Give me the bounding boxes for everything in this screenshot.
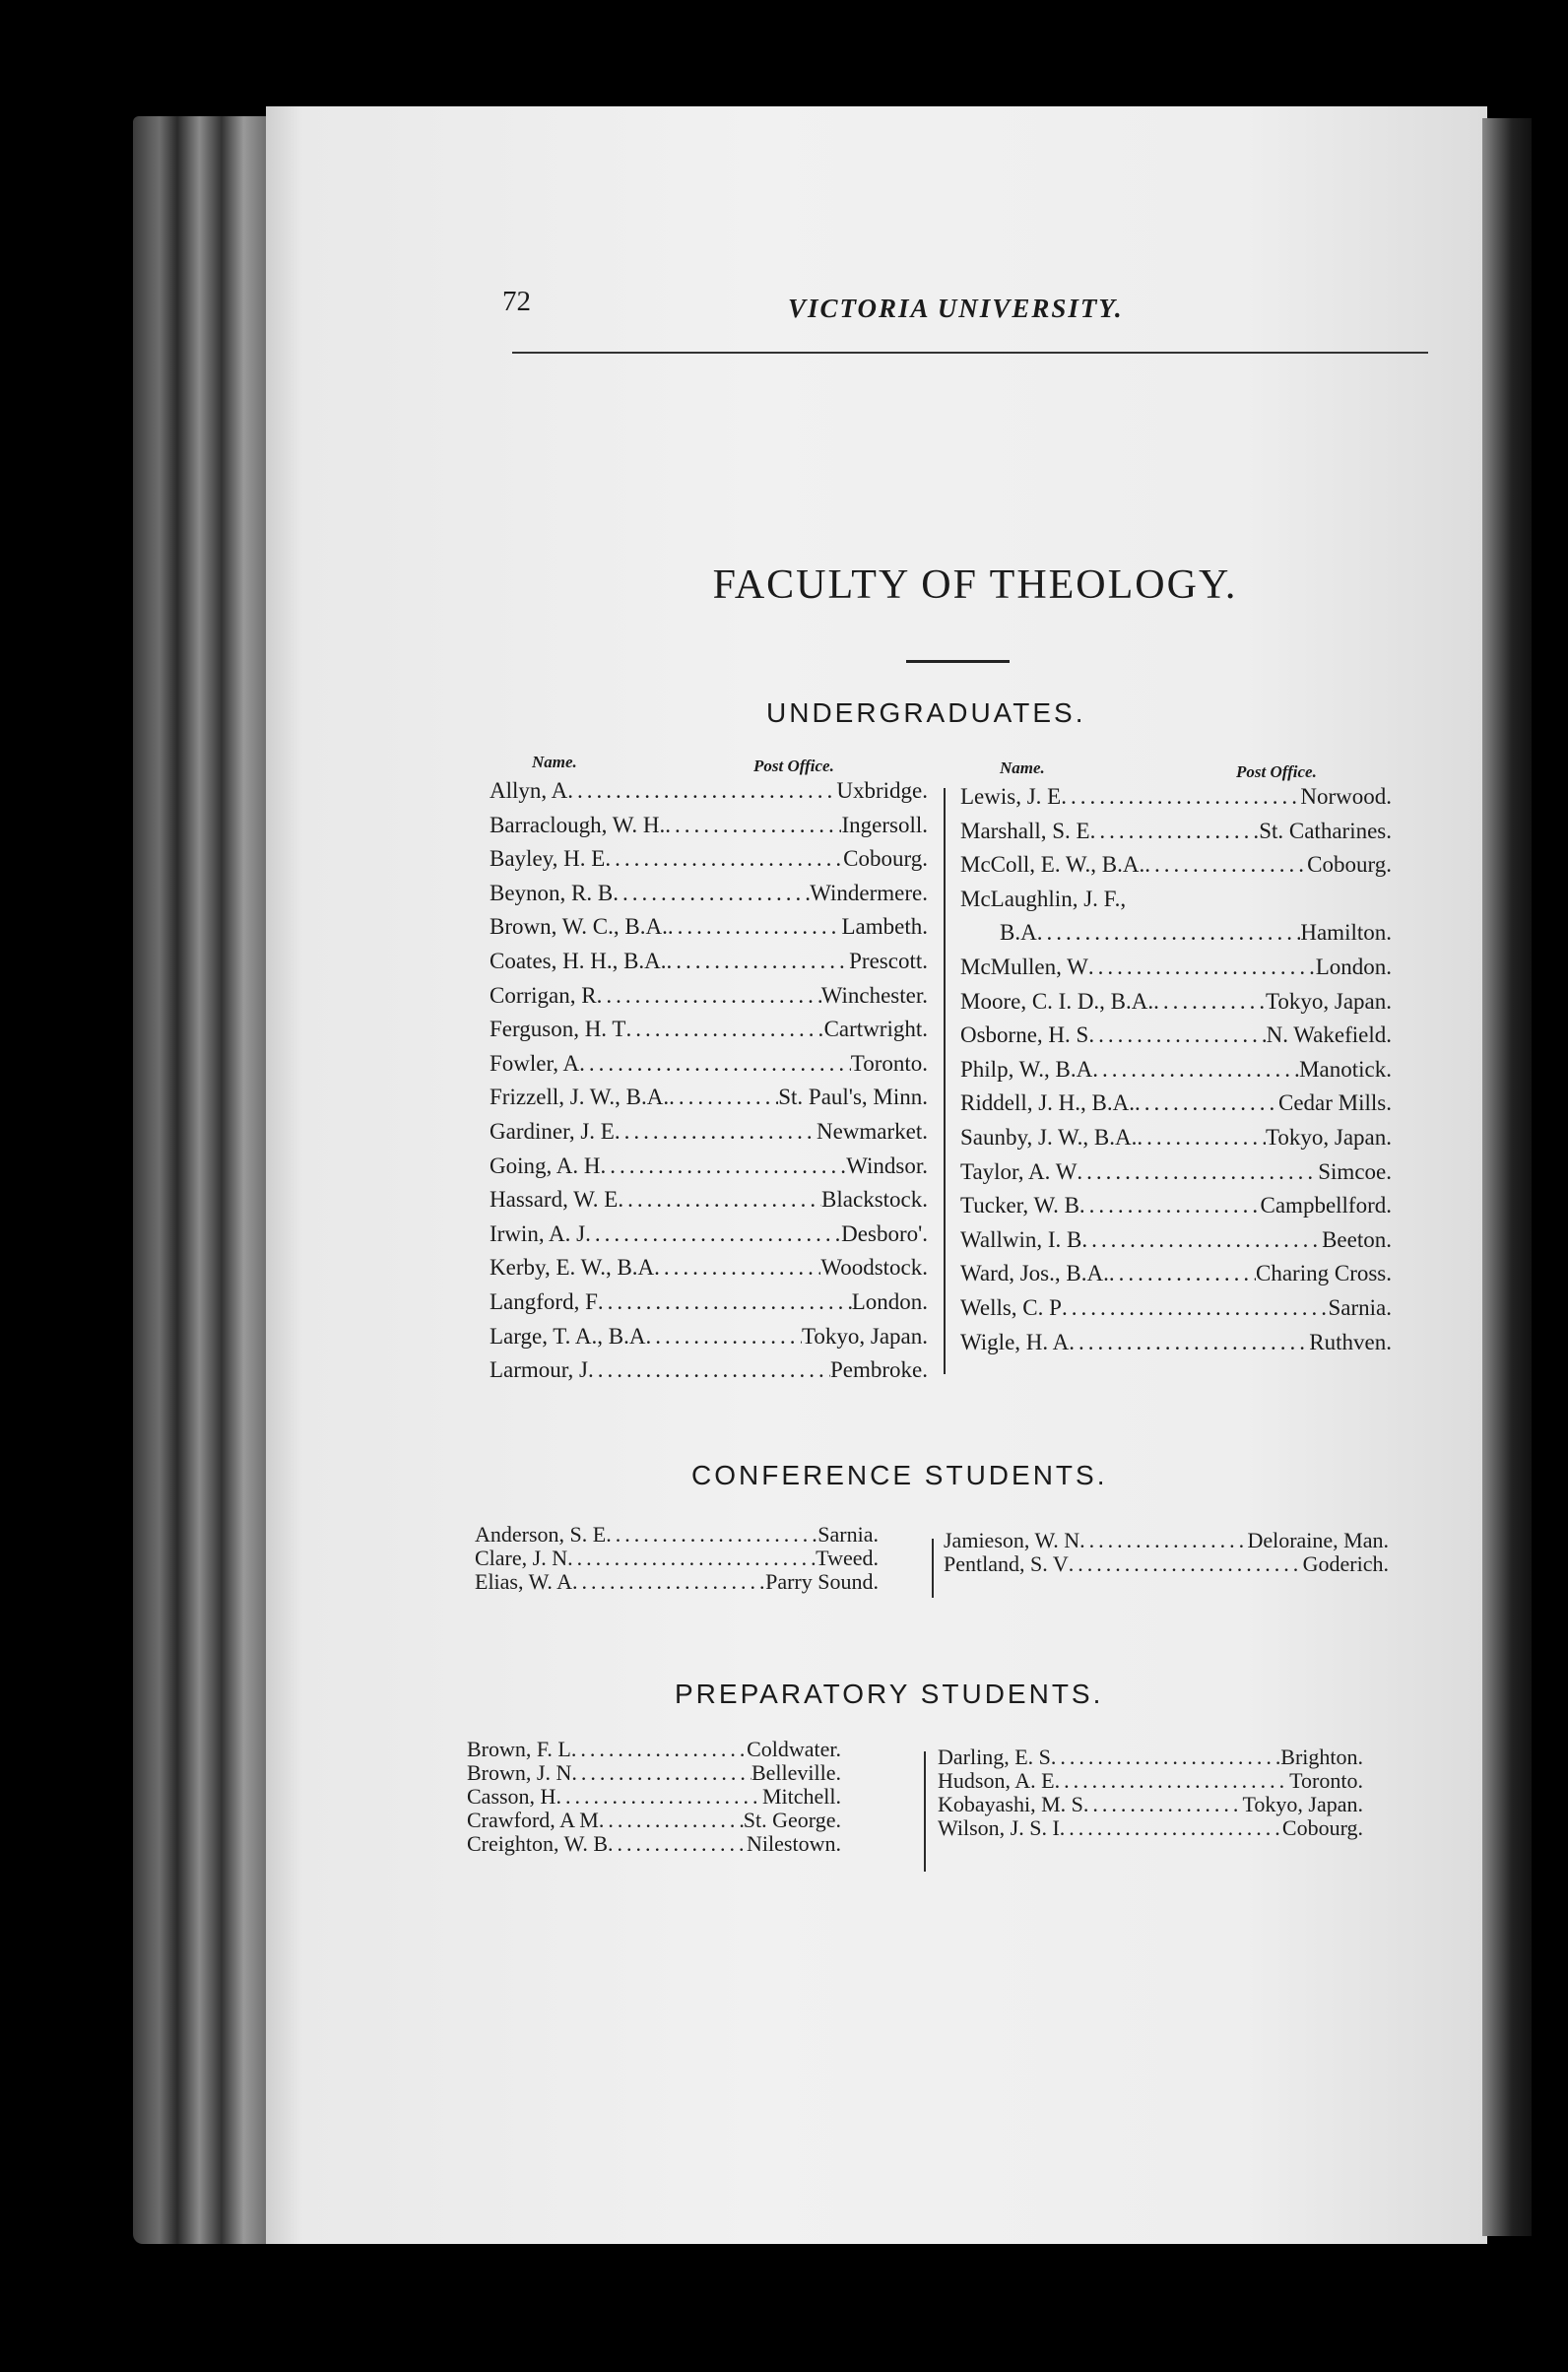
title-rule: [906, 660, 1010, 663]
leader-dots: [667, 945, 850, 979]
leader-dots: [1060, 1816, 1282, 1840]
post-office: Desboro'.: [841, 1220, 928, 1246]
leader-dots: [1061, 780, 1300, 815]
leader-dots: [567, 774, 836, 809]
page-header: [502, 286, 1428, 355]
post-office: London.: [1315, 954, 1392, 979]
post-office: Brighton.: [1280, 1745, 1363, 1769]
conference-left-list: [475, 1523, 879, 1594]
student-name: Darling, E. S: [938, 1745, 1051, 1769]
list-item: [467, 1761, 841, 1785]
post-office: N. Wakefield.: [1266, 1022, 1392, 1048]
conference-heading: CONFERENCE STUDENTS.: [691, 1460, 1108, 1490]
student-name: Kobayashi, M. S: [938, 1792, 1083, 1816]
leader-dots: [625, 1013, 823, 1047]
conference-divider: [932, 1539, 934, 1598]
post-office: Ruthven.: [1309, 1329, 1392, 1354]
student-name: Brown, J. N: [467, 1760, 572, 1785]
leader-dots: [1088, 951, 1316, 985]
leader-dots: [618, 1183, 821, 1218]
leader-dots: [1126, 883, 1392, 917]
post-office: Newmarket.: [816, 1118, 928, 1144]
list-item: [490, 945, 928, 979]
undergraduates-right-list: [960, 780, 1392, 1359]
student-name: Beynon, R. B: [490, 880, 614, 905]
post-office: Beeton.: [1322, 1226, 1392, 1252]
leader-dots: [1083, 1793, 1243, 1816]
list-item: [960, 1019, 1392, 1053]
leader-dots: [1081, 1223, 1322, 1258]
post-office: St. George.: [743, 1808, 841, 1832]
student-name: Kerby, E. W., B.A: [490, 1255, 655, 1281]
list-item: [490, 1150, 928, 1184]
leader-dots: [598, 1285, 852, 1320]
leader-dots: [1090, 815, 1260, 849]
post-office: Cobourg.: [843, 846, 928, 872]
leader-dots: [1135, 1087, 1278, 1121]
list-item: [490, 979, 928, 1014]
list-item: [490, 1047, 928, 1082]
list-item: [490, 774, 928, 809]
student-name: McLaughlin, J. F.,: [960, 886, 1127, 911]
post-office: Goderich.: [1302, 1551, 1389, 1576]
student-name: Hudson, A. E: [938, 1768, 1055, 1793]
list-item: [467, 1738, 841, 1761]
list-item: [960, 1291, 1392, 1326]
right-col-post-header: Post Office.: [1236, 762, 1317, 781]
leader-dots: [1137, 1121, 1266, 1155]
leader-dots: [615, 1115, 817, 1150]
student-name: Creighton, W. B: [467, 1831, 609, 1856]
student-name: Moore, C. I. D., B.A.: [960, 988, 1154, 1014]
list-item: [960, 883, 1392, 917]
leader-dots: [613, 877, 810, 911]
post-office: Cobourg.: [1281, 1815, 1363, 1840]
leader-dots: [555, 1785, 762, 1809]
leader-dots: [654, 1251, 820, 1285]
post-office: Nilestown.: [747, 1831, 841, 1856]
list-item: [467, 1832, 841, 1856]
undergraduates-heading: UNDERGRADUATES.: [766, 697, 1086, 728]
leader-dots: [668, 910, 842, 945]
leader-dots: [1037, 916, 1301, 951]
leader-dots: [567, 1547, 816, 1570]
list-item: [960, 985, 1392, 1020]
student-name: Casson, H: [467, 1784, 556, 1809]
list-item: [490, 809, 928, 843]
leader-dots: [1077, 1155, 1318, 1190]
list-item: [490, 1353, 928, 1388]
page-title: FACULTY OF THEOLOGY.: [712, 562, 1238, 608]
leader-dots: [599, 1809, 744, 1832]
leader-dots: [1055, 1769, 1290, 1793]
leader-dots: [579, 1047, 851, 1082]
student-name: Wallwin, I. B: [960, 1226, 1082, 1252]
student-name: Gardiner, J. E: [490, 1118, 615, 1144]
student-name: Larmour, J: [490, 1357, 588, 1383]
list-item: [490, 877, 928, 911]
running-head: VICTORIA UNIVERSITY.: [788, 294, 1124, 323]
post-office: Tweed.: [816, 1546, 879, 1570]
student-name: Fowler, A: [490, 1050, 580, 1076]
list-item: [960, 1121, 1392, 1155]
list-item: [960, 780, 1392, 815]
list-item: [490, 1013, 928, 1047]
post-office: Tokyo, Japan.: [1265, 1124, 1392, 1150]
post-office: Norwood.: [1300, 784, 1392, 809]
leader-dots: [571, 1761, 751, 1785]
leader-dots: [572, 1570, 765, 1594]
post-office: Ingersoll.: [841, 812, 928, 837]
list-item: [938, 1769, 1363, 1793]
list-item: [490, 1218, 928, 1252]
student-name: Anderson, S. E: [475, 1522, 607, 1547]
student-name: Marshall, S. E: [960, 818, 1090, 843]
student-name: Brown, W. C., B.A.: [490, 914, 668, 940]
list-item: [490, 1251, 928, 1285]
student-name: Bayley, H. E: [490, 846, 606, 872]
leader-dots: [1051, 1746, 1280, 1769]
student-name: Wilson, J. S. I: [938, 1815, 1060, 1840]
leader-dots: [588, 1353, 830, 1388]
student-name: Riddell, J. H., B.A.: [960, 1090, 1135, 1116]
post-office: Charing Cross.: [1256, 1261, 1392, 1286]
student-name: Wigle, H. A: [960, 1329, 1070, 1354]
student-name: Coates, H. H., B.A.: [490, 948, 667, 973]
list-item: [960, 916, 1392, 951]
post-office: Pembroke.: [829, 1357, 928, 1383]
list-item: [490, 1115, 928, 1150]
leader-dots: [608, 1832, 747, 1856]
post-office: Windsor.: [846, 1153, 928, 1178]
post-office: Hamilton.: [1300, 920, 1392, 946]
leader-dots: [669, 1081, 778, 1115]
leader-dots: [597, 979, 821, 1014]
student-name: Hassard, W. E: [490, 1187, 619, 1213]
list-item: [960, 951, 1392, 985]
student-name: Frizzell, J. W., B.A.: [490, 1085, 670, 1110]
student-name: Brown, F. L: [467, 1737, 571, 1761]
student-name: B.A: [1000, 920, 1037, 946]
student-name: Ward, Jos., B.A.: [960, 1261, 1109, 1286]
list-item: [467, 1809, 841, 1832]
post-office: St. Catharines.: [1259, 818, 1392, 843]
leader-dots: [1069, 1552, 1303, 1576]
post-office: Parry Sound.: [765, 1569, 879, 1594]
leader-dots: [600, 1150, 846, 1184]
student-name: McColl, E. W., B.A.: [960, 852, 1145, 878]
student-name: Philp, W., B.A: [960, 1056, 1093, 1082]
post-office: St. Paul's, Minn.: [778, 1085, 928, 1110]
post-office: Tokyo, Japan.: [1265, 988, 1392, 1014]
post-office: Winchester.: [820, 982, 928, 1008]
list-item: [467, 1785, 841, 1809]
leader-dots: [585, 1218, 841, 1252]
preparatory-right-list: [938, 1746, 1363, 1840]
list-item: [960, 1053, 1392, 1087]
leader-dots: [1092, 1053, 1299, 1087]
post-office: Campbellford.: [1260, 1193, 1392, 1219]
list-item: [960, 1326, 1392, 1360]
leader-dots: [1069, 1326, 1309, 1360]
student-name: Tucker, W. B: [960, 1193, 1079, 1219]
book-spine-edge: [133, 116, 281, 2244]
post-office: Woodstock.: [820, 1255, 928, 1281]
list-item: [490, 842, 928, 877]
header-rule: [512, 352, 1428, 354]
post-office: Mitchell.: [761, 1784, 841, 1809]
leader-dots: [606, 1523, 817, 1547]
leader-dots: [645, 1320, 802, 1354]
list-item: [475, 1570, 879, 1594]
student-name: McMullen, W: [960, 954, 1088, 979]
post-office: Cedar Mills.: [1278, 1090, 1392, 1116]
preparatory-left-list: [467, 1738, 841, 1856]
list-item: [960, 848, 1392, 883]
post-office: Uxbridge.: [836, 778, 928, 803]
post-office: Cartwright.: [823, 1017, 928, 1042]
preparatory-divider: [924, 1751, 926, 1872]
leader-dots: [1062, 1291, 1329, 1326]
leader-dots: [1088, 1019, 1266, 1053]
post-office: Sarnia.: [1328, 1294, 1392, 1320]
post-office: Windermere.: [810, 880, 928, 905]
post-office: Prescott.: [849, 948, 928, 973]
list-item: [960, 1189, 1392, 1223]
post-office: London.: [851, 1288, 928, 1314]
list-item: [490, 1183, 928, 1218]
post-office: Sarnia.: [817, 1522, 879, 1547]
list-item: [475, 1547, 879, 1570]
leader-dots: [571, 1738, 747, 1761]
list-item: [490, 1320, 928, 1354]
post-office: Blackstock.: [821, 1187, 928, 1213]
list-item: [944, 1552, 1389, 1576]
student-name: Barraclough, W. H.: [490, 812, 666, 837]
conference-right-list: [944, 1529, 1389, 1576]
post-office: Tokyo, Japan.: [1242, 1792, 1363, 1816]
post-office: Coldwater.: [747, 1737, 841, 1761]
leader-dots: [1109, 1257, 1256, 1291]
post-office: Simcoe.: [1318, 1158, 1392, 1184]
student-name: Going, A. H: [490, 1153, 601, 1178]
post-office: Toronto.: [1289, 1768, 1363, 1793]
student-name: Taylor, A. W: [960, 1158, 1078, 1184]
list-item: [944, 1529, 1389, 1552]
column-divider: [944, 788, 946, 1374]
leader-dots: [1079, 1189, 1261, 1223]
page-number: 72: [502, 286, 531, 317]
student-name: Corrigan, R: [490, 982, 597, 1008]
list-item: [938, 1816, 1363, 1840]
leader-dots: [1144, 848, 1307, 883]
student-name: Osborne, H. S: [960, 1022, 1089, 1048]
list-item: [490, 1285, 928, 1320]
post-office: Tokyo, Japan.: [801, 1323, 928, 1349]
student-name: Large, T. A., B.A: [490, 1323, 646, 1349]
list-item: [960, 815, 1392, 849]
post-office: Lambeth.: [841, 914, 928, 940]
post-office: Cobourg.: [1307, 852, 1392, 878]
student-name: Allyn, A: [490, 778, 568, 803]
post-office: Manotick.: [1299, 1056, 1392, 1082]
student-name: Irwin, A. J: [490, 1220, 586, 1246]
leader-dots: [665, 809, 841, 843]
student-name: Lewis, J. E: [960, 784, 1062, 809]
list-item: [960, 1155, 1392, 1190]
left-col-post-header: Post Office.: [753, 757, 834, 775]
leader-dots: [605, 842, 843, 877]
leader-dots: [1079, 1529, 1247, 1552]
list-item: [475, 1523, 879, 1547]
student-name: Saunby, J. W., B.A.: [960, 1124, 1138, 1150]
student-name: Clare, J. N: [475, 1546, 568, 1570]
list-item: [490, 1081, 928, 1115]
student-name: Ferguson, H. T: [490, 1017, 626, 1042]
student-name: Jamieson, W. N: [944, 1528, 1080, 1552]
student-name: Langford, F: [490, 1288, 598, 1314]
right-col-name-header: Name.: [1000, 758, 1045, 777]
student-name: Pentland, S. V: [944, 1551, 1069, 1576]
list-item: [938, 1793, 1363, 1816]
post-office: Toronto.: [850, 1050, 928, 1076]
student-name: Wells, C. P: [960, 1294, 1062, 1320]
leader-dots: [1153, 985, 1266, 1020]
preparatory-heading: PREPARATORY STUDENTS.: [675, 1679, 1104, 1709]
list-item: [960, 1223, 1392, 1258]
list-item: [960, 1257, 1392, 1291]
post-office: Belleville.: [751, 1760, 841, 1785]
list-item: [960, 1087, 1392, 1121]
undergraduates-left-list: [490, 774, 928, 1388]
left-col-name-header: Name.: [532, 753, 577, 771]
list-item: [490, 910, 928, 945]
page-gutter: [1482, 118, 1532, 2236]
post-office: Deloraine, Man.: [1247, 1528, 1389, 1552]
student-name: Elias, W. A: [475, 1569, 573, 1594]
list-item: [938, 1746, 1363, 1769]
student-name: Crawford, A M: [467, 1808, 599, 1832]
